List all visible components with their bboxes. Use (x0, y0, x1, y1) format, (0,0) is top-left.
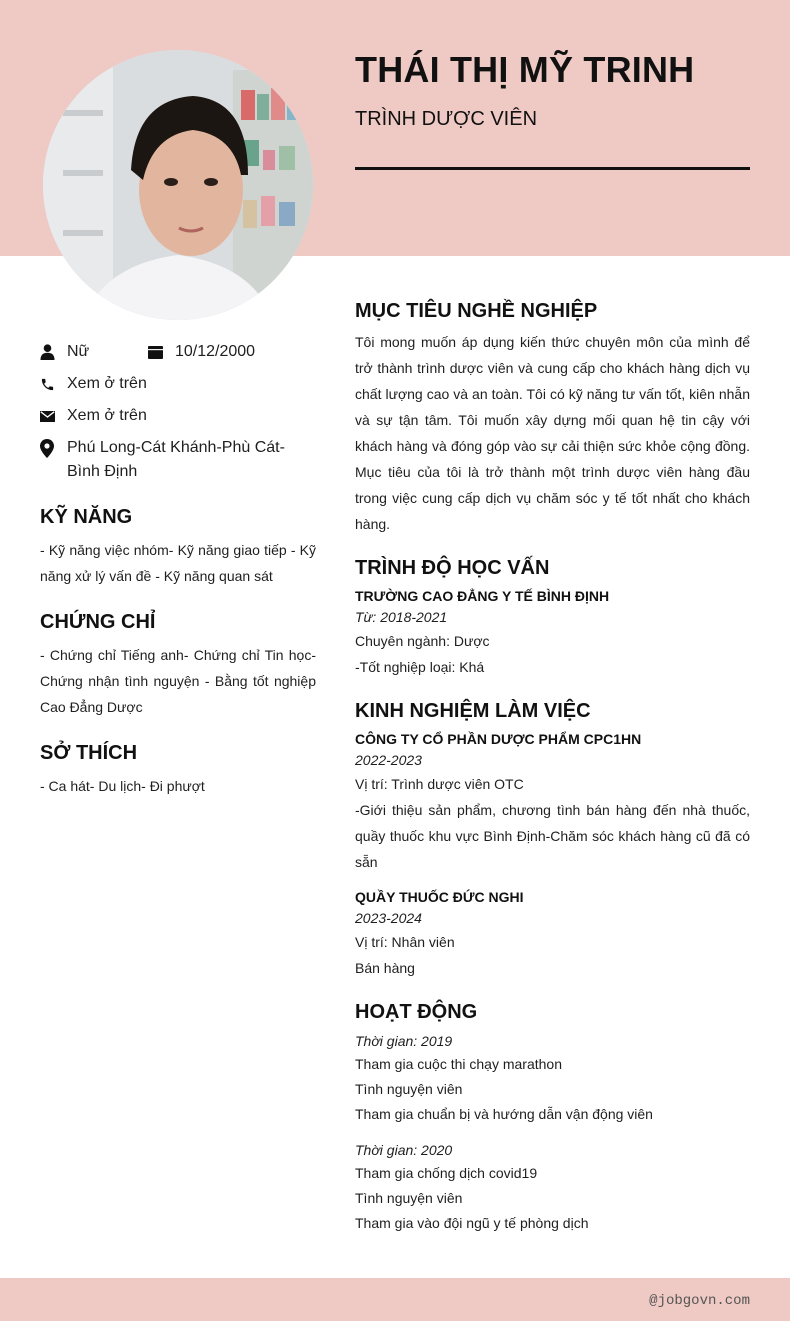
footer-watermark: @jobgovn.com (649, 1293, 750, 1309)
email-row (40, 404, 316, 428)
address-row (40, 436, 316, 484)
phone-row (40, 372, 316, 396)
education-major: Chuyên ngành: Dược (355, 633, 490, 649)
title-divider (355, 167, 750, 170)
activity-entry (355, 1030, 750, 1127)
activity-line: Tình nguyện viên (355, 1190, 463, 1206)
job-company: CÔNG TY CỔ PHẦN DƯỢC PHẨM CPC1HN (355, 731, 642, 747)
calendar-icon (148, 340, 175, 364)
education-school: TRƯỜNG CAO ĐẲNG Y TẾ BÌNH ĐỊNH (355, 588, 610, 604)
location-pin-icon (40, 436, 67, 460)
person-icon (40, 340, 67, 364)
certificates-title: CHỨNG CHỈ (40, 611, 156, 633)
person-photo (43, 50, 313, 320)
job-description: Bán hàng (355, 960, 415, 976)
objective-text: Tôi mong muốn áp dụng kiến thức chuyên môn của mình để trở thành trình dược viên và cung cấp cho khách hàng dịch vụ chất lượng cao và an toàn. Tôi có kỹ năng tư vấn tốt, kiên nhẫn và sự tận tâm. Tôi muốn xây dựng mối quan hệ tin cậy với khách hàng và đóng góp vào sự cải thiện sức khỏe cộng đồng. Mục tiêu của tôi là trở thành một trình dược viên hàng đầu trong việc cung cấp dịch vụ chăm sóc y tế tốt nhất cho khách hàng. (355, 334, 750, 532)
phone-icon (40, 372, 67, 396)
candidate-name: THÁI THỊ MỸ TRINH (355, 49, 695, 90)
email-value: Xem ở trên (67, 407, 147, 424)
job-period: 2022-2023 (355, 752, 422, 768)
activity-line: Tham gia chống dịch covid19 (355, 1165, 538, 1181)
education-grade: -Tốt nghiệp loại: Khá (355, 659, 485, 675)
mail-icon (40, 404, 67, 428)
birthdate-value: 10/12/2000 (175, 343, 256, 360)
personal-info-row (40, 340, 316, 364)
profile-photo (43, 50, 313, 320)
job-company: QUẦY THUỐC ĐỨC NGHI (355, 889, 524, 905)
skills-title: KỸ NĂNG (40, 506, 133, 528)
education-title: TRÌNH ĐỘ HỌC VẤN (355, 557, 550, 579)
job-period: 2023-2024 (355, 910, 422, 926)
gender-value: Nữ (67, 343, 90, 360)
experience-entry (355, 729, 750, 875)
activity-entry (355, 1139, 750, 1236)
experience-entry (355, 887, 750, 981)
activity-line: Tham gia chuẩn bị và hướng dẫn vận động viên (355, 1106, 653, 1122)
activity-line: Tham gia cuộc thi chạy marathon (355, 1056, 562, 1072)
certificates-text: - Chứng chỉ Tiếng anh- Chứng chỉ Tin học- Chứng nhận tình nguyện - Bằng tốt nghiệp Cao Đẳng Dược (40, 647, 316, 715)
job-description: -Giới thiệu sản phẩm, chương tình bán hàng đến nhà thuốc, quầy thuốc khu vực Bình Định-Chăm sóc khách hàng cũ đã có sẵn (355, 802, 750, 870)
activity-period: Thời gian: 2020 (355, 1142, 453, 1158)
education-period: Từ: 2018-2021 (355, 609, 448, 625)
experience-title: KINH NGHIỆM LÀM VIỆC (355, 700, 591, 722)
job-title: TRÌNH DƯỢC VIÊN (355, 108, 538, 130)
activities-title: HOẠT ĐỘNG (355, 1001, 478, 1023)
left-column (40, 340, 316, 799)
hobbies-text: - Ca hát- Du lịch- Đi phượt (40, 778, 205, 794)
activity-line: Tham gia vào đội ngũ y tế phòng dịch (355, 1215, 589, 1231)
job-position: Vị trí: Nhân viên (355, 934, 455, 950)
job-position: Vị trí: Trình dược viên OTC (355, 776, 524, 792)
activity-period: Thời gian: 2019 (355, 1033, 453, 1049)
activity-line: Tình nguyện viên (355, 1081, 463, 1097)
skills-text: - Kỹ năng việc nhóm- Kỹ năng giao tiếp - Kỹ năng xử lý vấn đề - Kỹ năng quan sát (40, 542, 316, 584)
objective-title: MỤC TIÊU NGHỀ NGHIỆP (355, 300, 598, 322)
phone-value: Xem ở trên (67, 375, 147, 392)
address-value: Phú Long-Cát Khánh-Phù Cát- Bình Định (67, 439, 285, 480)
hobbies-title: SỞ THÍCH (40, 742, 138, 764)
right-column (355, 300, 750, 1236)
